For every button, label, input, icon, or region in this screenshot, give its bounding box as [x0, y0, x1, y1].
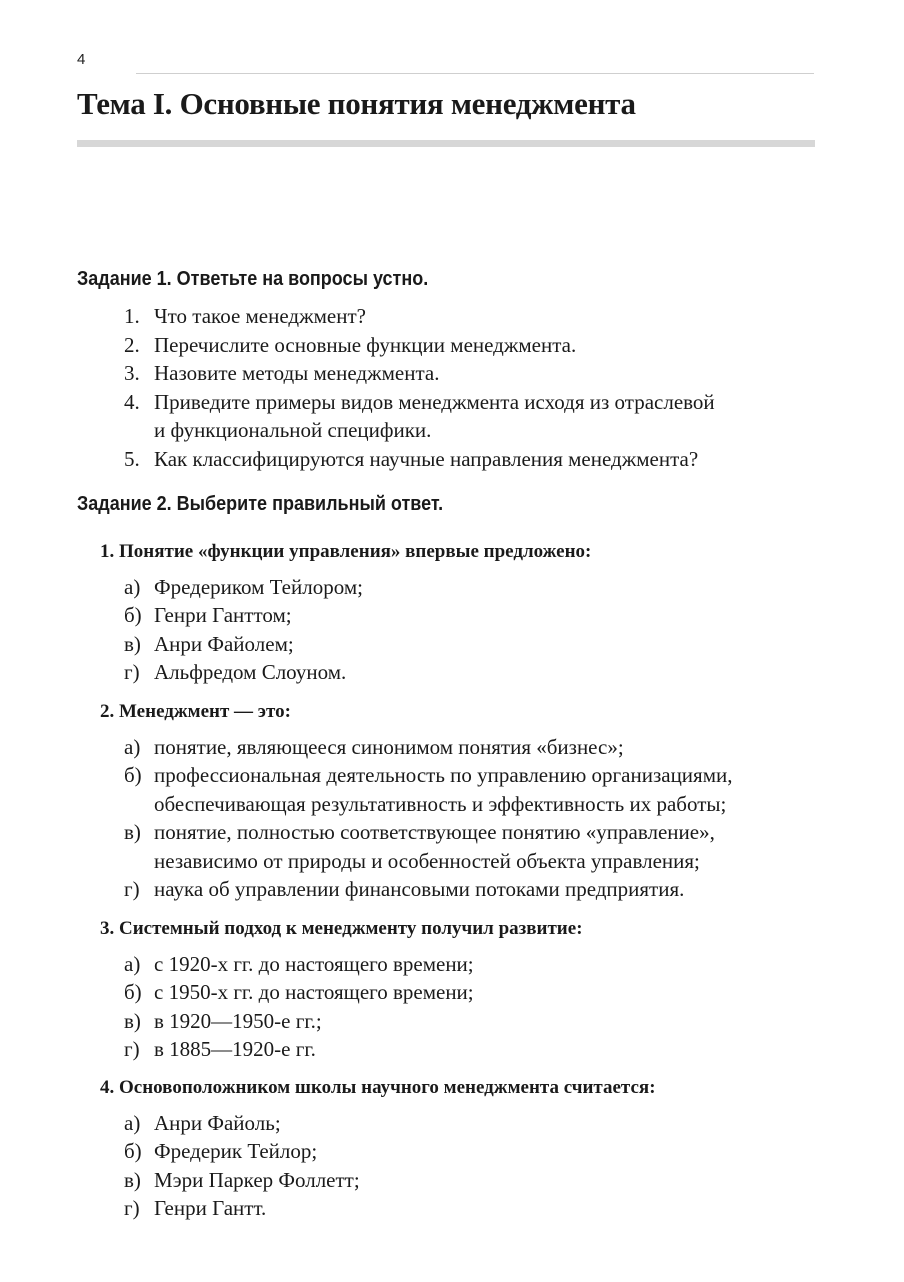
answer-option-text: профессиональная деятельность по управлению организациями,: [154, 763, 733, 787]
chapter-title: Тема I. Основные понятия менеджмента: [77, 86, 636, 121]
answer-option: [0, 1137, 904, 1166]
question-title: 1. Понятие «функции управления» впервые предложено:: [100, 541, 592, 562]
list-item-text: Что такое менеджмент?: [154, 304, 366, 328]
answer-option-letter: б): [124, 1139, 142, 1163]
list-item-number: 2.: [124, 332, 140, 357]
answer-option: [0, 1194, 904, 1223]
task-1-question-list: [0, 302, 904, 473]
answer-option: [0, 875, 904, 904]
answer-option-text: Альфредом Слоуном.: [154, 660, 347, 684]
list-item-number: 4.: [124, 389, 140, 414]
task-1-heading: Задание 1. Ответьте на вопросы устно.: [77, 268, 429, 290]
answer-option-letter: а): [124, 574, 141, 599]
list-item: [0, 302, 904, 331]
answer-option-text: Генри Гантт.: [154, 1196, 267, 1220]
answer-option-text: независимо от природы и особенностей объекта управления;: [154, 848, 700, 873]
answer-option-letter: в): [124, 1167, 141, 1192]
answer-option: [0, 573, 904, 602]
answer-option-letter: а): [124, 734, 141, 759]
answer-option: [0, 847, 904, 876]
answer-option-letter: г): [124, 660, 140, 684]
answer-option: [0, 818, 904, 847]
answer-option: [0, 1007, 904, 1036]
quiz-question-2: [0, 698, 904, 904]
answer-option-text: в 1920—1950-е гг.;: [154, 1008, 322, 1033]
page-number: 4: [77, 51, 86, 68]
answer-option-text: с 1920-х гг. до настоящего времени;: [154, 951, 474, 976]
answer-option-text: наука об управлении финансовыми потоками предприятия.: [154, 877, 685, 901]
list-item: [0, 445, 904, 474]
quiz-question-4: [0, 1074, 904, 1223]
answer-option-text: Фредериком Тейлором;: [154, 574, 363, 599]
answer-option-text: в 1885—1920-е гг.: [154, 1037, 316, 1061]
answer-option-text: обеспечивающая результативность и эффективность их работы;: [154, 791, 727, 816]
answer-option: [0, 790, 904, 819]
header-rule: [136, 73, 814, 74]
answer-option-letter: в): [124, 631, 141, 656]
answer-option-text: с 1950-х гг. до настоящего времени;: [154, 980, 474, 1004]
answer-option: [0, 1166, 904, 1195]
answer-option-letter: г): [124, 877, 140, 901]
question-title: 3. Системный подход к менеджменту получил развитие:: [100, 918, 583, 939]
list-item-number: 5.: [124, 446, 140, 471]
answer-option: [0, 1035, 904, 1064]
answer-option-letter: в): [124, 820, 141, 844]
question-title: 2. Менеджмент — это:: [100, 701, 291, 722]
answer-option-letter: г): [124, 1196, 140, 1220]
list-item-number: 1.: [124, 304, 140, 328]
answer-option: [0, 601, 904, 630]
answer-option-letter: а): [124, 951, 141, 976]
list-item-text: Перечислите основные функции менеджмента.: [154, 332, 577, 357]
list-item-text: Как классифицируются научные направления менеджмента?: [154, 446, 699, 471]
question-title: 4. Основоположником школы научного менеджмента считается:: [100, 1077, 656, 1098]
answer-option-text: Анри Файолем;: [154, 631, 294, 656]
answer-option-text: понятие, полностью соответствующее понятию «управление»,: [154, 820, 715, 844]
answer-option-text: Анри Файоль;: [154, 1110, 281, 1135]
answer-option-text: Мэри Паркер Фоллетт;: [154, 1167, 360, 1192]
answer-option-letter: б): [124, 763, 142, 787]
list-item: [0, 416, 904, 445]
answer-option-letter: б): [124, 980, 142, 1004]
title-underline-bar: [77, 140, 815, 147]
answer-option: [0, 630, 904, 659]
answer-option-text: Генри Ганттом;: [154, 603, 292, 627]
list-item: [0, 331, 904, 360]
list-item-text: Назовите методы менеджмента.: [154, 361, 440, 385]
answer-option-text: Фредерик Тейлор;: [154, 1139, 318, 1163]
task-2-heading: Задание 2. Выберите правильный ответ.: [77, 493, 444, 515]
answer-option-letter: г): [124, 1037, 140, 1061]
answer-option-text: понятие, являющееся синонимом понятия «бизнес»;: [154, 734, 624, 759]
answer-option: [0, 1109, 904, 1138]
answer-option-letter: а): [124, 1110, 141, 1135]
list-item-text: Приведите примеры видов менеджмента исходя из отраслевой: [154, 389, 715, 414]
list-item: [0, 359, 904, 388]
answer-option-letter: в): [124, 1008, 141, 1033]
answer-option: [0, 733, 904, 762]
quiz-question-3: [0, 915, 904, 1064]
answer-option: [0, 658, 904, 687]
quiz-question-1: [0, 538, 904, 687]
list-item-text: и функциональной специфики.: [154, 418, 432, 442]
answer-option-letter: б): [124, 603, 142, 627]
list-item: [0, 388, 904, 417]
list-item-number: 3.: [124, 361, 140, 385]
answer-option: [0, 978, 904, 1007]
answer-option: [0, 950, 904, 979]
answer-option: [0, 761, 904, 790]
